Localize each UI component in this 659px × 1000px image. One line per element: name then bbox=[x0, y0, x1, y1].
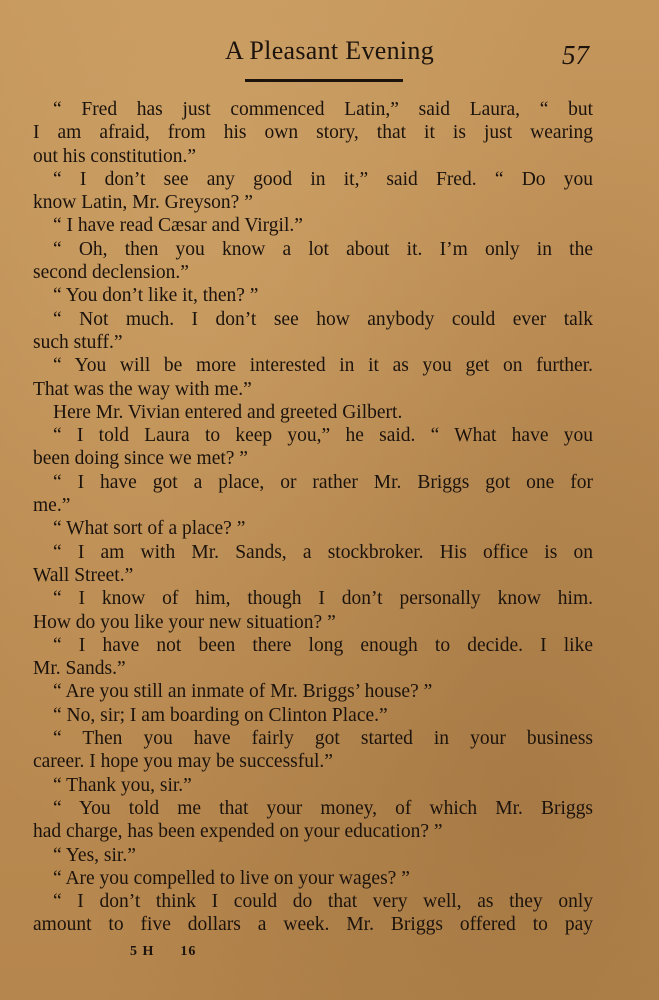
text-line: Mr. Sands.” bbox=[33, 658, 126, 680]
text-line: “ You don’t like it, then? ” bbox=[53, 285, 259, 307]
text-line: me.” bbox=[33, 495, 71, 517]
running-title: A Pleasant Evening bbox=[224, 36, 435, 65]
text-line: “ I have not been there long enough to decide. I like bbox=[53, 634, 593, 656]
text-line: career. I hope you may be successful.” bbox=[33, 751, 333, 773]
text-line: How do you like your new situation? ” bbox=[33, 611, 336, 633]
header-rule bbox=[245, 79, 403, 82]
text-line: “ Then you have fairly got started in your business bbox=[53, 728, 593, 750]
text-line: “ I am with Mr. Sands, a stockbroker. His office is on bbox=[53, 541, 593, 563]
text-line: “ I have got a place, or rather Mr. Briggs got one for bbox=[53, 471, 593, 493]
text-line: second declension.” bbox=[33, 262, 189, 284]
text-line: “ Are you compelled to live on your wages? ” bbox=[53, 867, 410, 889]
signature-mark: 5 H bbox=[130, 944, 155, 959]
text-line: “ You will be more interested in it as you get on further. bbox=[53, 355, 593, 377]
text-line: out his constitution.” bbox=[33, 145, 197, 167]
text-line: “ Are you still an inmate of Mr. Briggs’ house? ” bbox=[53, 681, 433, 703]
text-line: know Latin, Mr. Greyson? ” bbox=[33, 192, 253, 214]
printer-signature bbox=[130, 944, 196, 960]
text-line: amount to five dollars a week. Mr. Briggs offered to pay bbox=[33, 914, 593, 936]
text-line: been doing since we met? ” bbox=[33, 448, 248, 470]
text-line: “ Yes, sir.” bbox=[53, 844, 136, 866]
text-line: “ I don’t think I could do that very well, as they only bbox=[53, 891, 593, 913]
text-line: “ No, sir; I am boarding on Clinton Place.” bbox=[53, 704, 388, 726]
text-line: such stuff.” bbox=[33, 331, 123, 353]
text-line: “ Not much. I don’t see how anybody could ever talk bbox=[53, 308, 593, 330]
page-number: 57 bbox=[562, 40, 589, 70]
text-line: Here Mr. Vivian entered and greeted Gilbert. bbox=[53, 401, 403, 423]
text-line: I am afraid, from his own story, that it is just wearing bbox=[33, 122, 593, 144]
text-line: had charge, has been expended on your education? ” bbox=[33, 821, 443, 843]
text-line: “ I know of him, though I don’t personally know him. bbox=[53, 588, 593, 610]
text-line: “ I don’t see any good in it,” said Fred. “ Do you bbox=[53, 168, 593, 190]
text-line: “ What sort of a place? ” bbox=[53, 518, 246, 540]
text-line: That was the way with me.” bbox=[33, 378, 252, 400]
signature-number: 16 bbox=[180, 944, 197, 959]
text-line: “ Fred has just commenced Latin,” said Laura, “ but bbox=[53, 99, 593, 120]
body-text bbox=[33, 98, 593, 937]
text-line: “ Thank you, sir.” bbox=[53, 774, 192, 796]
page-header bbox=[0, 36, 659, 76]
text-line: “ Oh, then you know a lot about it. I’m only in the bbox=[53, 238, 593, 260]
text-line: Wall Street.” bbox=[33, 564, 134, 586]
text-line: “ You told me that your money, of which Mr. Briggs bbox=[53, 797, 593, 819]
text-line: “ I told Laura to keep you,” he said. “ What have you bbox=[53, 425, 593, 447]
text-line: “ I have read Cæsar and Virgil.” bbox=[53, 215, 303, 237]
